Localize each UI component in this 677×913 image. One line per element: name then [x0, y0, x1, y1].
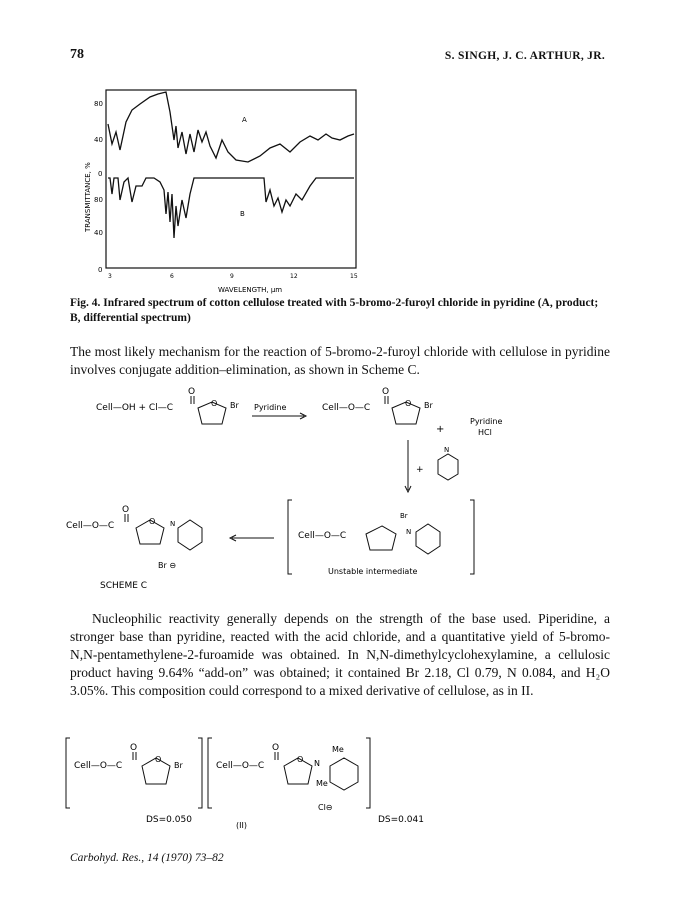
n-final: N: [170, 520, 176, 528]
y-tick-top-0: 0: [98, 170, 103, 178]
br-2: Br: [424, 401, 433, 410]
me-bottom: Me: [316, 779, 328, 788]
bracket-left-open: [66, 738, 70, 808]
bracket-right-close: [366, 738, 370, 808]
x-tick-9: 9: [230, 273, 234, 280]
bracket-right-open: [208, 738, 212, 808]
ring-o-2: O: [405, 399, 412, 408]
figure-4-caption: Fig. 4. Infrared spectrum of cotton cellulose treated with 5-bromo-2-furoyl chloride in pyridine (A, product; B, differential spectrum): [70, 297, 599, 324]
ring-o-final: O: [149, 517, 156, 526]
left-ring-o: O: [155, 755, 162, 764]
left-carbonyl-o: O: [130, 743, 138, 753]
ring-o-1: O: [211, 399, 218, 408]
reagent-label: Pyridine: [254, 403, 287, 412]
intermediate-furan: [366, 526, 396, 550]
left-ds: DS=0.050: [146, 815, 192, 825]
right-carbonyl-o: O: [272, 743, 280, 753]
cyclohexyl-ring: [330, 758, 358, 790]
scheme-c-diagram: [66, 382, 616, 604]
byproduct-pyridine: Pyridine: [470, 417, 503, 426]
right-n: N: [314, 759, 320, 768]
n-reagent: N: [444, 446, 450, 454]
paragraph-mechanism: The most likely mechanism for the reaction of 5-bromo-2-furoyl chloride with cellulose in pyridine involves conjugate addition–elimination, as shown in Scheme C.: [70, 344, 610, 377]
intermediate-pyridine: [416, 524, 440, 554]
final-product-text: Cell—O—C: [66, 521, 115, 531]
y-tick-top-40: 40: [94, 136, 103, 144]
trace-a-product: [108, 92, 354, 162]
y-axis-label: TRANSMITTANCE, %: [84, 162, 92, 232]
running-header-authors: S. SINGH, J. C. ARTHUR, JR.: [444, 50, 605, 62]
pyridine-ring-reagent: [438, 454, 458, 480]
intermediate-bracket-left: [288, 500, 292, 574]
y-tick-bottom-40: 40: [94, 229, 103, 237]
trace-a-label: A: [242, 116, 247, 124]
paragraph-reactivity: Nucleophilic reactivity generally depends on the strength of the base used. Piperidine, a stronger base than pyridine, reacted with the acid chloride, and a quantitative yield of 5-bromo-N,N-pentamethylene-2-furoamide was obtained. In N,N-dimethylcyclohexylamine, a cellulosic product having 9.64% “add-on” was obtained; it contained Br 2.18, Cl 0.79, N 0.084, and H₂O 3.05%. This composition could correspond to a mixed derivative of cellulose, as in II.: [70, 611, 610, 698]
y-tick-bottom-0: 0: [98, 266, 103, 274]
plus-1: +: [436, 424, 445, 435]
product-text: Cell—O—C: [322, 403, 371, 413]
reactant-text: Cell—OH + Cl—C: [96, 403, 174, 413]
intermediate-label: Unstable intermediate: [328, 567, 418, 576]
structure-ii-diagram: [60, 728, 480, 840]
bracket-left-close: [198, 738, 202, 808]
final-pyridine: [178, 520, 202, 550]
x-tick-3: 3: [108, 273, 112, 280]
left-prefix: Cell—O—C: [74, 761, 123, 771]
carbonyl-o-2: O: [382, 387, 390, 397]
plus-2: +: [416, 465, 424, 475]
carbonyl-o-1: O: [188, 387, 196, 397]
right-ds: DS=0.041: [378, 815, 424, 825]
intermediate-text: Cell—O—C: [298, 531, 347, 541]
ir-spectrum-figure: [70, 82, 370, 294]
left-br: Br: [174, 761, 183, 770]
counter-ion: Br ⊖: [158, 561, 177, 570]
carbonyl-o-final: O: [122, 505, 130, 515]
right-ring-o: O: [297, 755, 304, 764]
n-intermediate: N: [406, 528, 412, 536]
x-tick-6: 6: [170, 273, 174, 280]
trace-b-label: B: [240, 210, 245, 218]
structure-label: (II): [236, 821, 247, 830]
scheme-title: SCHEME C: [100, 581, 148, 591]
chloride-ion: Cl⊖: [318, 803, 333, 812]
footer-citation: Carbohyd. Res., 14 (1970) 73–82: [70, 852, 224, 864]
br-intermediate: Br: [400, 512, 408, 520]
y-tick-top-80: 80: [94, 100, 103, 108]
page-number: 78: [70, 47, 84, 62]
y-tick-bottom-80: 80: [94, 196, 103, 204]
plot-frame: [106, 90, 356, 268]
intermediate-bracket-right: [470, 500, 474, 574]
x-tick-15: 15: [350, 273, 358, 280]
right-prefix: Cell—O—C: [216, 761, 265, 771]
byproduct-hcl: HCl: [478, 428, 492, 437]
x-axis-label: WAVELENGTH, µm: [218, 286, 283, 294]
trace-b-differential: [108, 178, 354, 238]
br-1: Br: [230, 401, 239, 410]
me-top: Me: [332, 745, 344, 754]
x-tick-12: 12: [290, 273, 298, 280]
